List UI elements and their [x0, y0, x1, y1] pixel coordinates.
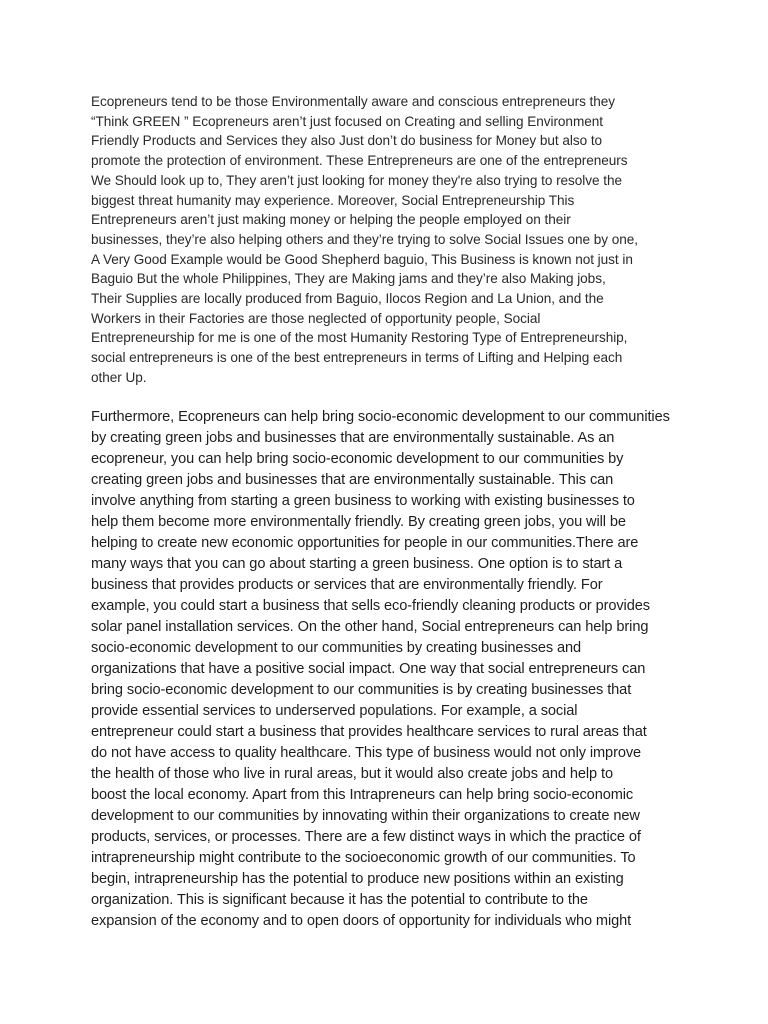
- text-line: Friendly Products and Services they also Just don’t do business for Money but also to: [91, 133, 603, 149]
- text-line: products, services, or processes. There are a few distinct ways in which the practice of: [91, 828, 641, 845]
- text-line: promote the protection of environment. These Entrepreneurs are one of the entrepreneurs: [91, 153, 628, 169]
- text-line: development to our communities by innovating within their organizations to create new: [91, 807, 640, 824]
- text-line: social entrepreneurs is one of the best entrepreneurs in terms of Lifting and Helping each: [91, 350, 623, 366]
- paragraph-ecopreneurs-social-entrepreneurship: [91, 92, 688, 388]
- text-line: other Up.: [91, 369, 147, 385]
- text-line: example, you could start a business that sells eco-friendly cleaning products or provides: [91, 597, 650, 614]
- text-line: We Should look up to, They aren’t just looking for money they're also trying to resolve the: [91, 172, 623, 188]
- text-line: solar panel installation services. On the other hand, Social entrepreneurs can help bring: [91, 618, 649, 635]
- text-line: organizations that have a positive social impact. One way that social entrepreneurs can: [91, 660, 646, 677]
- text-line: the health of those who live in rural areas, but it would also create jobs and help to: [91, 765, 613, 782]
- text-line: “Think GREEN ” Ecopreneurs aren’t just focused on Creating and selling Environment: [91, 113, 603, 129]
- text-line: bring socio-economic development to our communities is by creating businesses that: [91, 681, 632, 698]
- text-line: boost the local economy. Apart from this Intrapreneurs can help bring socio-economic: [91, 786, 634, 803]
- text-line: provide essential services to underserved populations. For example, a social: [91, 702, 578, 719]
- text-line: Entrepreneurs aren’t just making money or helping the people employed on their: [91, 212, 571, 228]
- text-line: Ecopreneurs tend to be those Environmentally aware and conscious entrepreneurs they: [91, 94, 616, 109]
- text-line: Baguio But the whole Philippines, They are Making jams and they’re also Making jobs,: [91, 271, 606, 287]
- text-line: help them become more environmentally friendly. By creating green jobs, you will be: [91, 513, 626, 530]
- text-line: Workers in their Factories are those neglected of opportunity people, Social: [91, 310, 541, 326]
- text-line: intrapreneurship might contribute to the socioeconomic growth of our communities. To: [91, 849, 636, 866]
- paragraph-socio-economic-development: [91, 407, 688, 932]
- text-line: entrepreneur could start a business that provides healthcare services to rural areas that: [91, 723, 647, 740]
- text-line: business that provides products or services that are environmentally friendly. For: [91, 576, 603, 593]
- text-line: Entrepreneurship for me is one of the most Humanity Restoring Type of Entrepreneurship,: [91, 330, 628, 346]
- text-line: involve anything from starting a green business to working with existing businesses to: [91, 492, 635, 509]
- text-line: organization. This is significant because it has the potential to contribute to the: [91, 891, 588, 908]
- text-line: expansion of the economy and to open doors of opportunity for individuals who might: [91, 912, 632, 929]
- text-line: A Very Good Example would be Good Shepherd baguio, This Business is known not just in: [91, 251, 633, 267]
- text-line: do not have access to quality healthcare. This type of business would not only improve: [91, 744, 642, 761]
- text-line: socio-economic development to our communities by creating businesses and: [91, 639, 582, 656]
- text-line: begin, intrapreneurship has the potential to produce new positions within an existing: [91, 870, 624, 887]
- text-line: creating green jobs and businesses that are environmentally sustainable. This can: [91, 471, 614, 488]
- text-line: Their Supplies are locally produced from Baguio, Ilocos Region and La Union, and the: [91, 291, 604, 307]
- text-line: businesses, they’re also helping others and they’re trying to solve Social Issues one by one,: [91, 231, 638, 247]
- text-line: Furthermore, Ecopreneurs can help bring socio-economic development to our communities: [91, 408, 670, 425]
- text-line: by creating green jobs and businesses that are environmentally sustainable. As an: [91, 429, 615, 446]
- text-line: helping to create new economic opportunities for people in our communities.There are: [91, 534, 639, 551]
- text-line: many ways that you can go about starting a green business. One option is to start a: [91, 555, 623, 572]
- text-line: biggest threat humanity may experience. Moreover, Social Entrepreneurship This: [91, 192, 575, 208]
- text-line: ecopreneur, you can help bring socio-economic development to our communities by: [91, 450, 624, 467]
